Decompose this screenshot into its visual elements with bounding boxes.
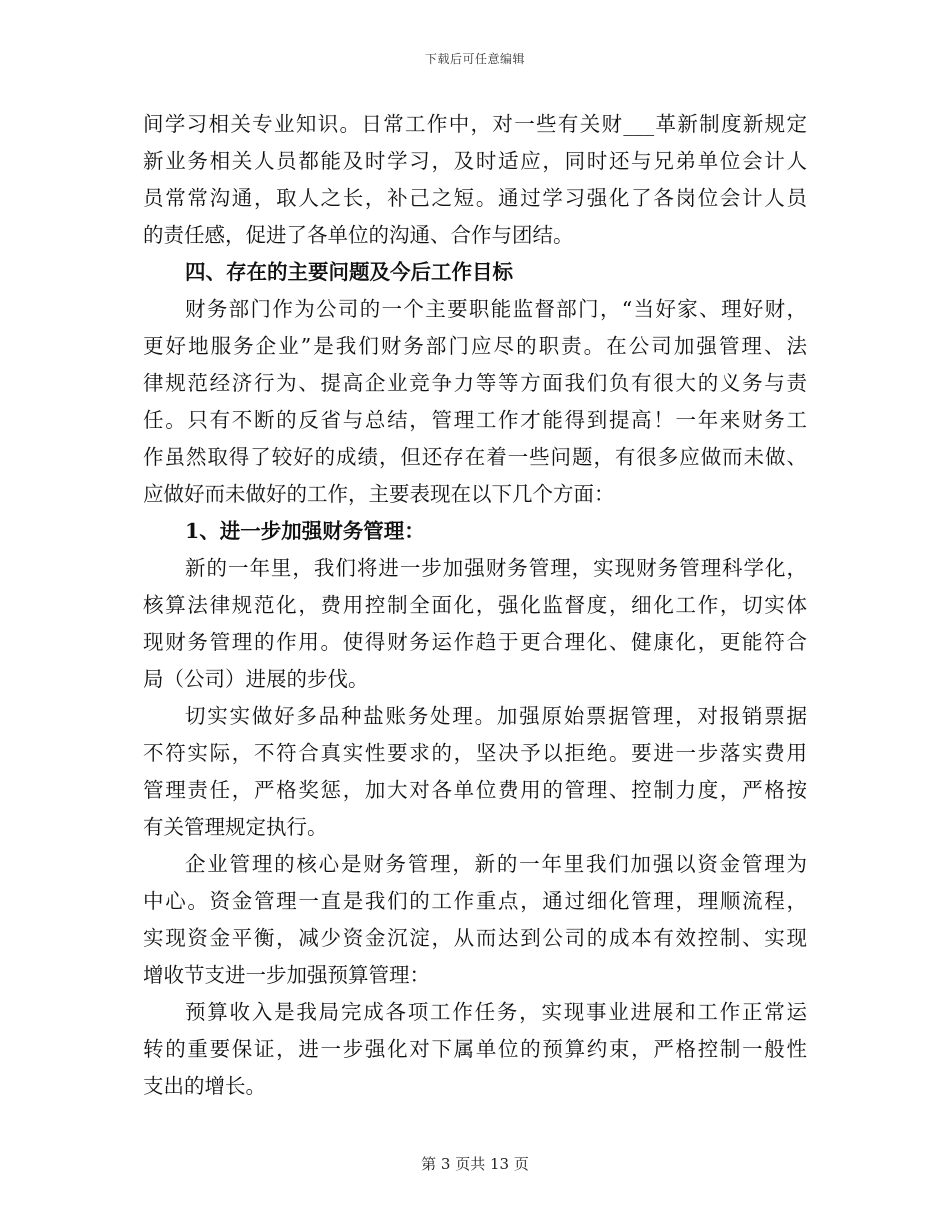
paragraph: [143, 994, 807, 1105]
text-line: 1、进一步加强财务管理：: [185, 519, 425, 543]
text-line: 现财务管理的作用。使得财务运作趋于更合理化、健康化，更能符合: [143, 630, 807, 654]
text-line: 核算法律规范化，费用控制全面化，强化监督度，细化工作，切实体: [143, 593, 807, 617]
text-line: 中心。资金管理一直是我们的工作重点，通过细化管理，理顺流程，: [143, 889, 807, 913]
text-line: 企业管理的核心是财务管理，新的一年里我们加强以资金管理为: [185, 852, 807, 876]
text-line: 局（公司）进展的步伐。: [143, 667, 369, 691]
text-line: 的责任感，促进了各单位的沟通、合作与团结。: [143, 223, 574, 247]
document-body: [143, 106, 807, 1105]
text-line: 律规范经济行为、提高企业竞争力等等方面我们负有很大的义务与责: [143, 371, 807, 395]
paragraph: [143, 846, 807, 994]
text-line: 任。只有不断的反省与总结，管理工作才能得到提高！一年来财务工: [143, 408, 807, 432]
text-line: 增收节支进一步加强预算管理：: [143, 963, 430, 987]
page-header: 下载后可任意编辑: [424, 52, 525, 66]
text-line: 作虽然取得了较好的成绩，但还存在着一些问题，有很多应做而未做、: [143, 445, 807, 469]
page-number: 第 3 页共 13 页: [421, 1155, 529, 1173]
text-line: 支出的增长。: [143, 1074, 266, 1098]
paragraph: [143, 550, 807, 698]
text-line: 不符实际，不符合真实性要求的，坚决予以拒绝。要进一步落实费用: [143, 741, 807, 765]
text-line: 应做好而未做好的工作，主要表现在以下几个方面：: [143, 482, 615, 506]
text-line: 四、存在的主要问题及今后工作目标: [185, 260, 513, 284]
text-line: 间学习相关专业知识。日常工作中，对一些有关财___革新制度新规定: [143, 112, 807, 136]
text-line: 新的一年里，我们将进一步加强财务管理，实现财务管理科学化，: [185, 556, 807, 580]
text-line: 财务部门作为公司的一个主要职能监督部门，“当好家、理好财，: [185, 297, 807, 321]
text-line: 管理责任，严格奖惩，加大对各单位费用的管理、控制力度，严格按: [143, 778, 807, 802]
text-line: 有关管理规定执行。: [143, 815, 328, 839]
text-line: 员常常沟通，取人之长，补己之短。通过学习强化了各岗位会计人员: [143, 186, 807, 210]
text-line: 更好地服务企业”是我们财务部门应尽的职责。在公司加强管理、法: [143, 334, 807, 358]
paragraph: [143, 698, 807, 846]
section-heading: [143, 254, 807, 291]
text-line: 转的重要保证，进一步强化对下属单位的预算约束，严格控制一般性: [143, 1037, 807, 1061]
text-line: 新业务相关人员都能及时学习，及时适应，同时还与兄弟单位会计人: [143, 149, 807, 173]
section-heading: [143, 513, 807, 550]
paragraph: [143, 106, 807, 254]
text-line: 切实实做好多品种盐账务处理。加强原始票据管理，对报销票据: [185, 704, 807, 728]
text-line: 预算收入是我局完成各项工作任务，实现事业进展和工作正常运: [185, 1000, 807, 1024]
paragraph: [143, 291, 807, 513]
text-line: 实现资金平衡，减少资金沉淀，从而达到公司的成本有效控制、实现: [143, 926, 807, 950]
